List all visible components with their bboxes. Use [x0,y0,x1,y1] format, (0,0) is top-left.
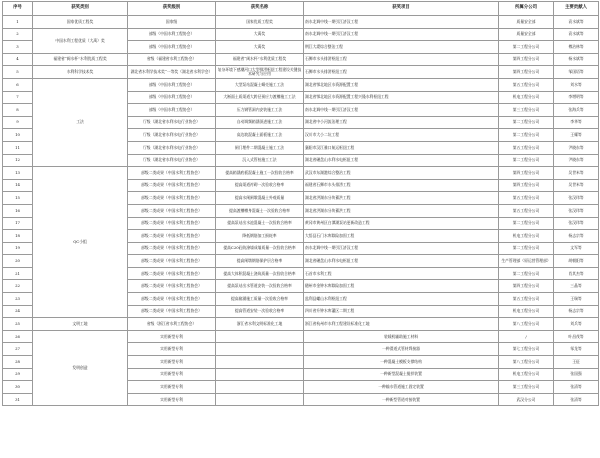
award-name-cell: 提高渠道衬砌一次验收合格率 [216,179,304,192]
category-cell: 文明工地 [33,318,128,331]
row-no: 18 [3,230,33,243]
table-row [3,53,599,66]
award-name-cell: 提高箱涵施工质量一次验收合格率 [216,293,304,306]
project-cell: 荆江大堤综合整治工程 [304,41,499,54]
award-name-cell: 提高水闸闸墩混凝土外观质量 [216,192,304,205]
company-cell: 第二工程分公司 [499,267,554,280]
level-cell: 部级二类成果（中国水利工程协会） [128,255,216,268]
table-row [3,16,599,29]
project-cell: 一种混凝土模板支撑结构 [304,356,499,369]
person-cell: 三晶等 [554,280,599,293]
award-name-cell: 提高闸墩钢筋保护层合格率 [216,255,304,268]
category-cell: 中国水利工程优质（大禹）奖 [33,28,128,53]
project-cell: 南水北调中线一期引江济汉工程 [304,28,499,41]
company-cell: 第二工程分公司 [499,116,554,129]
level-cell: 部级（中国水利工程协会） [128,104,216,117]
company-cell: 第三工程分公司 [499,381,554,394]
table-row [3,330,599,343]
row-no: 15 [3,192,33,205]
row-no: 8 [3,104,33,117]
row-no: 21 [3,267,33,280]
header-company: 所属分公司 [499,2,554,16]
company-cell: 机电工程分公司 [499,91,554,104]
level-cell: 部级（中国水利工程协会） [128,41,216,54]
level-cell: 实用新型专利 [128,343,216,356]
row-no: 3 [3,41,33,54]
row-no: 14 [3,179,33,192]
award-name-cell: 浙江省水利文明标准化工地 [216,318,304,331]
header-level: 获奖级别 [128,2,216,16]
person-cell: 吴世米等 [554,179,599,192]
project-cell: 监利县螺山水利枢纽工程 [304,293,499,306]
level-cell: 部级二类成果（中国水利工程协会） [128,179,216,192]
person-cell: 尹晓东等 [554,141,599,154]
person-cell: 杨志宗等 [554,230,599,243]
project-cell: 石首市水利工程 [304,267,499,280]
company-cell: 第四工程分公司 [499,280,554,293]
awards-table [2,1,599,406]
person-cell: 袁水斌等 [554,16,599,29]
company-cell: 机电工程分公司 [499,368,554,381]
level-cell: 实用新型专利 [128,381,216,394]
row-no: 9 [3,116,33,129]
person-cell: 张国强 [554,368,599,381]
award-name-cell: 复杂环境下感潮河口大型排涝枢纽工程建设关键技术研究与应用 [216,66,304,79]
level-cell: 厅级（湖北省水利水电行业协会） [128,141,216,154]
company-cell: 第四工程分公司 [499,53,554,66]
award-name-cell: 国家优质工程奖 [216,16,304,29]
award-name-cell: 高边坡混凝土面板施工工法 [216,129,304,142]
table-header-row [3,2,599,16]
row-no: 20 [3,255,33,268]
company-cell: 第四工程分公司 [499,179,554,192]
company-cell: 第四工程分公司 [499,167,554,180]
header-person: 主要贡献人 [554,2,599,16]
person-cell: 张汉玮等 [554,204,599,217]
level-cell: 部级二类成果（中国水利工程协会） [128,267,216,280]
company-cell: 第三工程分公司 [499,104,554,117]
row-no: 25 [3,318,33,331]
level-cell: 部级二类成果（中国水利工程协会） [128,280,216,293]
level-cell: 实用新型专利 [128,393,216,406]
project-cell: 湖北省鄂北地区水资源配置工程 [304,78,499,91]
category-cell: 工法 [33,78,128,166]
award-name-cell: 福建省“闽水杯”水利优质工程奖 [216,53,304,66]
project-cell: 汉川市大小二坑工程 [304,129,499,142]
header-category: 获奖类别 [33,2,128,16]
level-cell: 部级二类成果（中国水利工程协会） [128,192,216,205]
award-name-cell: 提高箱涵底板混凝土施工一次验收合格率 [216,167,304,180]
level-cell: 部级二类成果（中国水利工程协会） [128,217,216,230]
level-cell: 实用新型专利 [128,368,216,381]
row-no: 28 [3,356,33,369]
award-name-cell: 大禹奖 [216,28,304,41]
person-cell: 李华等 [554,116,599,129]
company-cell: 第二工程分公司 [499,217,554,230]
company-cell: 质量安全部 [499,28,554,41]
person-cell: 张汉玮等 [554,192,599,205]
level-cell: 实用新型专利 [128,356,216,369]
project-cell: 黄冈市黄州区白潭湖泵站更新改造工程 [304,217,499,230]
row-no: 22 [3,280,33,293]
person-cell: 肖其杰等 [554,267,599,280]
project-cell: 湖北省碾盘山水利水电枢纽工程 [304,154,499,167]
award-name-cell: 大断面土质渠道大跨径预应力渡槽施工工法 [216,91,304,104]
level-cell: 国家级 [128,16,216,29]
row-no: 2 [3,28,33,41]
company-cell: 第八工程分公司 [499,356,554,369]
project-cell: 浙江省杭州市水利工程建设标准化工地 [304,318,499,331]
level-cell: 部级二类成果（中国水利工程协会） [128,242,216,255]
header-award-name: 获奖名称 [216,2,304,16]
project-cell: 湖北省碾盘山水利水电枢纽工程 [304,255,499,268]
level-cell: 省级（浙江省水利工程协会） [128,318,216,331]
person-cell: 王瑞等 [554,293,599,306]
level-cell: 部级（中国水利工程协会） [128,28,216,41]
project-cell: 一种新型管道对接装置 [304,393,499,406]
person-cell: 袁水斌等 [554,28,599,41]
header-no: 序号 [3,2,33,16]
award-name-cell: 提高管道安装一次验收合格率 [216,305,304,318]
award-name-cell: 压力钢管洞内安装施工工法 [216,104,304,117]
award-name-cell: 提高C20砼防渗墙成墙质量一次验收合格率 [216,242,304,255]
category-cell: 水利科学技术奖 [33,66,128,79]
project-cell: 大悟县石门水库除险加固工程 [304,230,499,243]
company-cell: 第八工程分公司 [499,318,554,331]
award-name-cell [216,381,304,394]
company-cell: 武汉分公司 [499,393,554,406]
category-cell: QC小组 [33,167,128,318]
company-cell: 第五工程分公司 [499,78,554,91]
project-cell: 石狮市水头排涝枢纽工程 [304,53,499,66]
row-no: 4 [3,53,33,66]
level-cell: 部级二类成果（中国水利工程协会） [128,305,216,318]
award-name-cell: 降低钢筋加工损耗率 [216,230,304,243]
person-cell: 傅治林等 [554,41,599,54]
row-no: 10 [3,129,33,142]
row-no: 29 [3,368,33,381]
project-cell: 一种输水管道施工固定装置 [304,381,499,394]
award-name-cell: 沉入式管桩施工工法 [216,154,304,167]
row-no: 5 [3,66,33,79]
company-cell: / [499,330,554,343]
row-no: 13 [3,167,33,180]
row-no: 24 [3,305,33,318]
company-cell: 质量安全部 [499,16,554,29]
row-no: 17 [3,217,33,230]
person-cell: 王耀等 [554,129,599,142]
person-cell: 王征 [554,356,599,369]
project-cell: 武汉市东湖港综合整治工程 [304,167,499,180]
person-cell: 刘兵等 [554,318,599,331]
project-cell: 装载机辅助施工材料 [304,330,499,343]
person-cell: 张汉玮等 [554,217,599,230]
level-cell: 湖北省水利学技术奖“一等奖（湖北省水利学会） [128,66,216,79]
level-cell: 省级（福建省水利工程协会） [128,53,216,66]
person-cell: 邹龙等 [554,343,599,356]
award-name-cell: 大型泵站混凝土蜗壳施工工法 [216,78,304,91]
level-cell: 部级二类成果（中国水利工程协会） [128,167,216,180]
award-name-cell [216,356,304,369]
award-name-cell: 提高大体积混凝土浇筑质量一次验收合格率 [216,267,304,280]
project-cell: 南水北调中线一期引江济汉工程 [304,16,499,29]
row-no: 27 [3,343,33,356]
row-no: 31 [3,393,33,406]
level-cell: 厅级（湖北省水利水电行业协会） [128,154,216,167]
project-cell: 湖北省洪湖东分块蓄洪工程 [304,192,499,205]
table-row [3,78,599,91]
project-cell: 湖北省中小河流治理工程 [304,116,499,129]
row-no: 23 [3,293,33,306]
company-cell: 第七工程分公司 [499,343,554,356]
company-cell: 第五工程分公司 [499,204,554,217]
award-name-cell [216,330,304,343]
company-cell: 第二工程分公司 [499,41,554,54]
row-no: 12 [3,154,33,167]
company-cell: 生产管理部（原运营管理部） [499,255,554,268]
person-cell: 文军等 [554,242,599,255]
award-name-cell [216,393,304,406]
level-cell: 实用新型专利 [128,330,216,343]
award-name-cell: 提高泵站出水管道安装一次验收合格率 [216,280,304,293]
level-cell: 部级二类成果（中国水利工程协会） [128,293,216,306]
person-cell: 张海兵等 [554,104,599,117]
level-cell: 厅级（湖北省水利水电行业协会） [128,116,216,129]
row-no: 19 [3,242,33,255]
company-cell: 第五工程分公司 [499,141,554,154]
level-cell: 部级（中国水利工程协会） [128,91,216,104]
company-cell: 第二工程分公司 [499,242,554,255]
row-no: 30 [3,381,33,394]
award-name-cell [216,368,304,381]
company-cell: 第四工程分公司 [499,66,554,79]
row-no: 26 [3,330,33,343]
person-cell: 张清等 [554,381,599,394]
award-name-cell [216,343,304,356]
header-project: 获奖项目 [304,2,499,16]
project-cell: 福建省石狮市水头排涝工程 [304,179,499,192]
category-cell: 福建省“闽水杯”水利优质工程奖 [33,53,128,66]
company-cell: 机电工程分公司 [499,305,554,318]
company-cell: 机电工程分公司 [499,230,554,243]
project-cell: 襄阳市汉江雅口航运枢纽工程 [304,141,499,154]
project-cell: 石狮市水头排涝枢纽工程 [304,66,499,79]
row-no: 11 [3,141,33,154]
project-cell: 一种滑道式管材焊接器 [304,343,499,356]
project-cell: 南水北调中线一期引江济汉工程 [304,104,499,117]
table-row [3,66,599,79]
company-cell: 第五工程分公司 [499,192,554,205]
person-cell: 邹国语等 [554,66,599,79]
company-cell: 第二工程分公司 [499,154,554,167]
level-cell: 部级（中国水利工程协会） [128,78,216,91]
level-cell: 厅级（湖北省水利水电行业协会） [128,129,216,142]
project-cell: 湖北省鄂北地区水资源配置工程兴隆水利枢纽工程 [304,91,499,104]
project-cell: 一种新型混凝土搅拌装置 [304,368,499,381]
award-name-cell: 自动调频箱涵顶进施工工法 [216,116,304,129]
level-cell: 部级二类成果（中国水利工程协会） [128,230,216,243]
table-body [3,16,599,406]
row-no: 6 [3,78,33,91]
row-no: 7 [3,91,33,104]
person-cell: 李增明等 [554,91,599,104]
person-cell: 吴世米等 [554,167,599,180]
award-name-cell: 提高泵站出水池混凝土一次验收合格率 [216,217,304,230]
person-cell: 叶昌茂等 [554,330,599,343]
table-row [3,318,599,331]
person-cell: 尹晓东等 [554,154,599,167]
row-no: 16 [3,204,33,217]
table-row [3,167,599,180]
person-cell: 杨志宗等 [554,305,599,318]
table-row [3,28,599,41]
award-name-cell: 闸门埋件二期混凝土施工工法 [216,141,304,154]
award-name-cell: 大禹奖 [216,41,304,54]
person-cell: 张清等 [554,393,599,406]
row-no: 1 [3,16,33,29]
company-cell: 第二工程分公司 [499,129,554,142]
person-cell: 刘水等 [554,78,599,91]
project-cell: 随州市金钟水库除险加固工程 [304,280,499,293]
level-cell: 部级二类成果（中国水利工程协会） [128,204,216,217]
category-cell: 国家优质工程奖 [33,16,128,29]
person-cell: 杨水斌等 [554,53,599,66]
company-cell: 第五工程分公司 [499,293,554,306]
category-cell: 发明创造 [33,330,128,406]
project-cell: 南水北调中线一期引江济汉工程 [304,242,499,255]
person-cell: 胡朝阳等 [554,255,599,268]
project-cell: 湖北省洪湖东分块蓄洪工程 [304,204,499,217]
project-cell: 四川省升钟水库灌区二期工程 [304,305,499,318]
award-name-cell: 提高渡槽槽身混凝土一次验收合格率 [216,204,304,217]
